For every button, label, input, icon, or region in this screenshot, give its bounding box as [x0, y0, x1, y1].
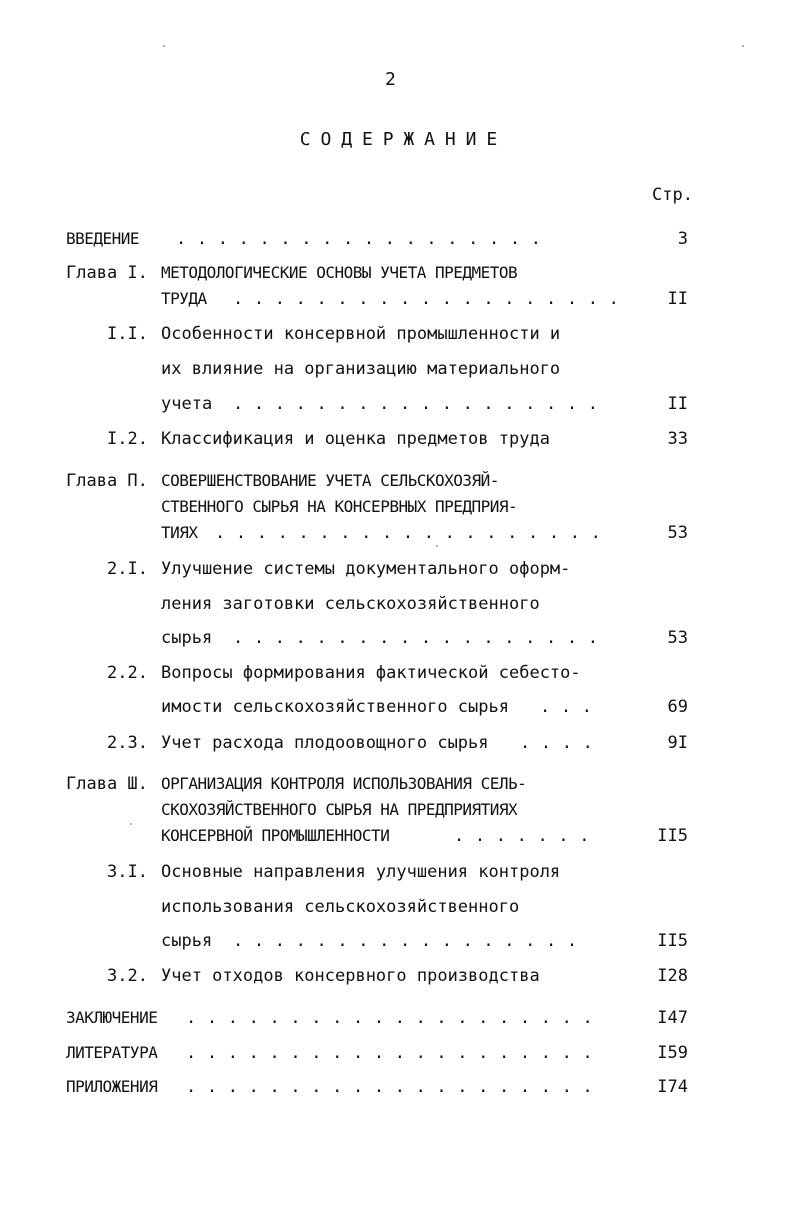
leader-dots: . . . . . . .: [454, 826, 590, 846]
toc-number: Глава Ш.: [66, 774, 148, 794]
toc-label: ПРИЛОЖЕНИЯ: [66, 1077, 158, 1096]
toc-entry-section-1-1-cont[interactable]: [0, 359, 797, 379]
toc-entry-introduction[interactable]: [0, 229, 797, 249]
toc-number: I.I.: [107, 324, 148, 344]
toc-page: II5: [657, 931, 688, 951]
toc-title-line: Классификация и оценка предметов труда: [161, 429, 550, 449]
toc-title-line: Улучшение системы документального оформ-: [161, 559, 571, 579]
toc-page: 9I: [667, 733, 688, 753]
toc-entry-section-3-1[interactable]: [0, 862, 797, 882]
toc-entry-conclusion[interactable]: [0, 1008, 797, 1028]
toc-page: 3: [677, 229, 688, 249]
toc-number: Глава П.: [66, 471, 148, 491]
toc-entry-section-1-1[interactable]: [0, 324, 797, 344]
scan-speck: [130, 823, 132, 825]
toc-title-line: их влияние на организацию материального: [161, 359, 561, 379]
toc-page: II5: [657, 826, 688, 846]
toc-title-line: Учет отходов консервного производства: [161, 966, 540, 986]
toc-title-line: МЕТОДОЛОГИЧЕСКИЕ ОСНОВЫ УЧЕТА ПРЕДМЕТОВ: [161, 263, 518, 282]
toc-entry-chapter-1[interactable]: [0, 263, 797, 283]
leader-dots: . . . . . . . . . . . . . . . . . .: [176, 229, 542, 249]
toc-title-line: учета: [161, 394, 213, 414]
leader-dots: . . . . . . . . . . . . . . . . .: [233, 931, 578, 951]
toc-entry-section-3-2[interactable]: [0, 966, 797, 986]
toc-title-line: имости сельскохозяйственного сырья: [161, 697, 509, 717]
toc-number: 2.2.: [107, 663, 148, 683]
leader-dots: . . . . . . . . . . . . . . . . . .: [233, 628, 599, 648]
toc-page: 69: [667, 697, 688, 717]
toc-title-line: СОВЕРШЕНСТВОВАНИЕ УЧЕТА СЕЛЬСКОХОЗЯЙ-: [161, 471, 499, 490]
toc-title-line: КОНСЕРВНОЙ ПРОМЫШЛЕННОСТИ: [161, 826, 390, 845]
toc-title-line: сырья: [161, 931, 213, 951]
toc-page: II: [667, 394, 688, 414]
toc-label: ВВЕДЕНИЕ: [66, 229, 140, 248]
leader-dots: . . . . . . . . . . . . . . . . . . . .: [186, 1077, 593, 1097]
toc-entry-section-2-1-cont[interactable]: [0, 594, 797, 614]
toc-entry-section-2-2-cont[interactable]: [0, 697, 797, 717]
toc-label: ЛИТЕРАТУРА: [66, 1043, 158, 1062]
leader-dots: . . . . . . . . . . . . . . . . . . .: [233, 289, 620, 309]
toc-number: 2.3.: [107, 733, 148, 753]
toc-page: 33: [667, 429, 688, 449]
toc-number: I.2.: [107, 429, 148, 449]
toc-page: I74: [657, 1077, 688, 1097]
leader-dots: . . . . . . . . . . . . . . . . . . .: [215, 523, 602, 543]
toc-entry-section-2-1[interactable]: [0, 559, 797, 579]
toc-entry-chapter-1-cont[interactable]: [0, 289, 797, 309]
toc-entry-section-1-1-cont[interactable]: [0, 394, 797, 414]
toc-title-line: сырья: [161, 628, 213, 648]
toc-title-line: ления заготовки сельскохозяйственного: [161, 594, 540, 614]
toc-title-line: Вопросы формирования фактической себесто-: [161, 663, 581, 683]
toc-entry-chapter-3-cont[interactable]: [0, 826, 797, 846]
leader-dots: . . . . . . . . . . . . . . . . . . . .: [186, 1008, 593, 1028]
page-title: СОДЕРЖАНИЕ: [299, 129, 508, 150]
toc-number: Глава I.: [66, 263, 148, 283]
toc-entry-appendices[interactable]: [0, 1077, 797, 1097]
toc-entry-section-1-2[interactable]: [0, 429, 797, 449]
toc-page: I47: [657, 1008, 688, 1028]
toc-entry-chapter-3[interactable]: [0, 774, 797, 794]
toc-entry-section-2-2[interactable]: [0, 663, 797, 683]
page-column-label: Стр.: [652, 185, 693, 205]
toc-entry-chapter-2-cont[interactable]: [0, 497, 797, 517]
toc-entry-section-2-3[interactable]: [0, 733, 797, 753]
toc-title-line: ТРУДА: [161, 289, 207, 308]
toc-page: 53: [667, 628, 688, 648]
toc-page: II: [667, 289, 688, 309]
leader-dots: . . . . . . . . . . . . . . . . . .: [233, 394, 599, 414]
toc-page: I59: [657, 1043, 688, 1063]
toc-title-line: Учет расхода плодоовощного сырья: [161, 733, 489, 753]
toc-title-line: СКОХОЗЯЙСТВЕННОГО СЫРЬЯ НА ПРЕДПРИЯТИЯХ: [161, 800, 518, 819]
toc-entry-chapter-2[interactable]: [0, 471, 797, 491]
toc-title-line: использования сельскохозяйственного: [161, 897, 520, 917]
toc-entry-chapter-2-cont[interactable]: [0, 523, 797, 543]
toc-label: ЗАКЛЮЧЕНИЕ: [66, 1008, 158, 1027]
toc-title-line: Особенности консервной промышленности и: [161, 324, 561, 344]
toc-page: 53: [667, 523, 688, 543]
scan-speck: [436, 545, 438, 547]
toc-number: 3.2.: [107, 966, 148, 986]
toc-number: 2.I.: [107, 559, 148, 579]
toc-entry-section-3-1-cont[interactable]: [0, 897, 797, 917]
toc-entry-section-2-1-cont[interactable]: [0, 628, 797, 648]
toc-entry-literature[interactable]: [0, 1043, 797, 1063]
toc-page: I28: [657, 966, 688, 986]
toc-title-line: Основные направления улучшения контроля: [161, 862, 561, 882]
page-number: 2: [385, 69, 396, 90]
toc-title-line: СТВЕННОГО СЫРЬЯ НА КОНСЕРВНЫХ ПРЕДПРИЯ-: [161, 497, 518, 516]
leader-dots: . . .: [540, 697, 593, 717]
toc-title-line: ОРГАНИЗАЦИЯ КОНТРОЛЯ ИСПОЛЬЗОВАНИЯ СЕЛЬ-: [161, 774, 527, 793]
toc-entry-section-3-1-cont[interactable]: [0, 931, 797, 951]
leader-dots: . . . . . . . . . . . . . . . . . . . .: [186, 1043, 593, 1063]
toc-entry-chapter-3-cont[interactable]: [0, 800, 797, 820]
toc-number: 3.I.: [107, 862, 148, 882]
toc-title-line: ТИЯХ: [161, 523, 198, 542]
scan-speck: [742, 45, 744, 47]
leader-dots: . . . .: [520, 733, 594, 753]
scan-speck: [163, 45, 165, 47]
